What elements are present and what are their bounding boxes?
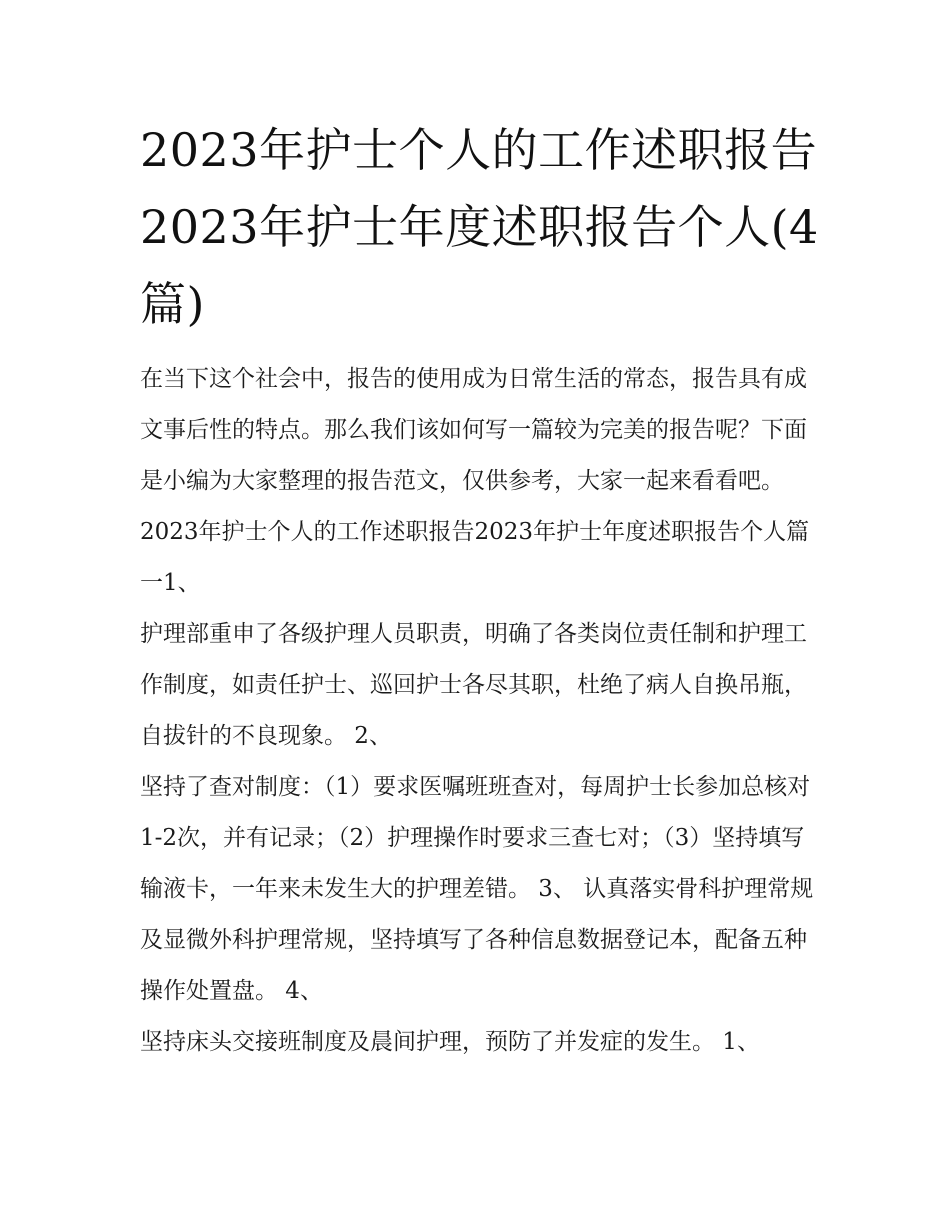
paragraph-item-2: 坚持了查对制度：（1）要求医嘱班班查对，每周护士长参加总核对1-2次，并有记录；（2）护理操作时要求三查七对；（3）坚持填写输液卡，一年来未发生大的护理差错。 3、 认真落实骨科护理常规及显微外科护理常规，坚持填写了各种信息数据登记本，配备五种操作处置盘。 4、 xyxy=(140,774,814,1004)
paragraph-section-heading: 2023年护士个人的工作述职报告2023年护士年度述职报告个人篇一1、 xyxy=(140,519,810,596)
paragraph-intro: 在当下这个社会中，报告的使用成为日常生活的常态，报告具有成文事后性的特点。那么我们该如何写一篇较为完美的报告呢？下面是小编为大家整理的报告范文，仅供参考，大家一起来看看吧。 xyxy=(140,366,807,494)
paragraph-item-4: 坚持床头交接班制度及晨间护理，预防了并发症的发生。 1、 xyxy=(140,1029,760,1055)
paragraph-item-1: 护理部重申了各级护理人员职责，明确了各类岗位责任制和护理工作制度，如责任护士、巡回护士各尽其职，杜绝了病人自换吊瓶，自拔针的不良现象。 2、 xyxy=(140,621,807,749)
document-body xyxy=(140,354,820,1068)
document-title: 2023年护士个人的工作述职报告2023年护士年度述职报告个人(4篇) xyxy=(140,123,819,331)
